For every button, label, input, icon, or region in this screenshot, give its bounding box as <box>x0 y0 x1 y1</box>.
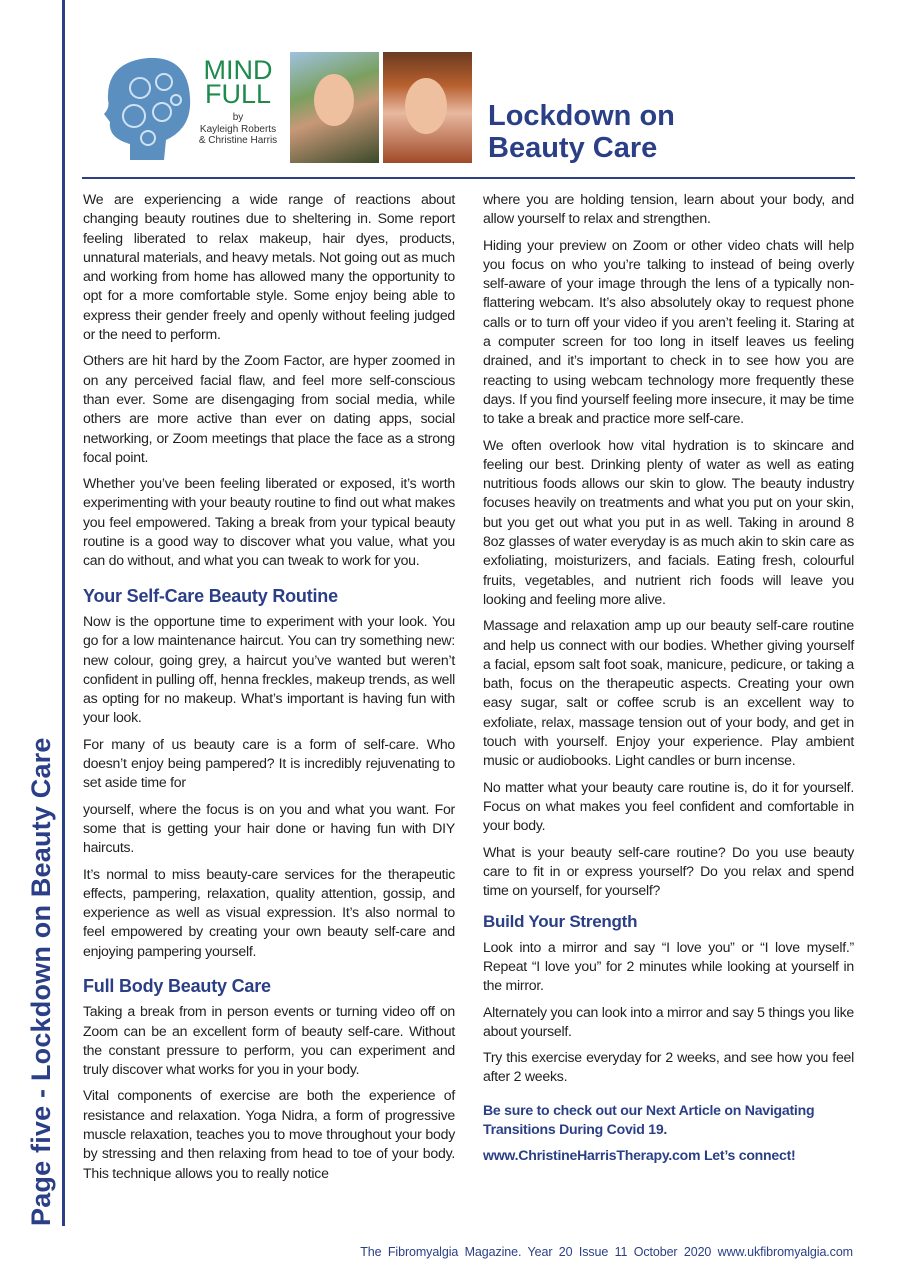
title-line-2: Beauty Care <box>488 132 658 164</box>
header-rule <box>82 177 855 179</box>
article-title <box>488 100 675 164</box>
page-footer: The Fibromyalgia Magazine. Year 20 Issue 11 October 2020 www.ukfibromyalgia.com <box>360 1245 853 1259</box>
byline: by <box>232 112 244 123</box>
gear-head-logo-icon <box>100 52 192 164</box>
mind-full-brand <box>193 55 283 146</box>
paragraph: For many of us beauty care is a form of self-care. Who doesn’t enjoy being pampered? It is incredibly rejuvenating to set aside time for <box>83 735 455 791</box>
author-photo-kayleigh <box>290 52 379 163</box>
paragraph: where you are holding tension, learn about your body, and allow yourself to relax and strengthen. <box>483 191 854 227</box>
paragraph: Try this exercise everyday for 2 weeks, and see how you feel after 2 weeks. <box>483 1049 854 1085</box>
author-photo-christine <box>383 52 472 163</box>
paragraph: It’s normal to miss beauty-care services for the therapeutic effects, pampering, relaxation, quality attention, gossip, and experience as well as visual expression. It’s also normal to feel empowered by creating your own beauty self-care and enjoying pampering yourself. <box>83 865 455 959</box>
vertical-rule <box>62 0 65 1226</box>
paragraph: We are experiencing a wide range of reactions about changing beauty routines due to sheltering in. Some report feeling liberated to relax makeup, hair dyes, products, unnatural materials, and heavy metals. Not going out as much and working from home has allowed many the opportunity to opt for a more comfortable style. Some enjoy being able to express their gender freely and openly without feeling judged or the need to perform. <box>83 191 456 343</box>
paragraph: Look into a mirror and say “I love you” or “I love myself.” Repeat “I love you” for 2 minutes while looking at yourself in the mirror. <box>483 938 854 994</box>
section-heading: Your Self-Care Beauty Routine <box>83 585 338 606</box>
left-column <box>83 190 455 1190</box>
paragraph: Taking a break from in person events or turning video off on Zoom can be an excellent form of beauty self-care. Without the constant pressure to perform, you can experiment and truly discover what works for you in your body. <box>83 1003 455 1078</box>
author-2: & Christine Harris <box>198 135 278 146</box>
right-column <box>483 190 854 1173</box>
paragraph: What is your beauty self-care routine? Do you use beauty care to fit in or express yourself? Do you relax and spend time on yourself, for yourself? <box>483 843 854 899</box>
paragraph: Vital components of exercise are both the experience of resistance and relaxation. Yoga Nidra, a form of progressive muscle relaxation, teaches you to move throughout your body by stressing and then relaxing from head to toe of your body. This technique allows you to really notice <box>83 1087 455 1181</box>
brand-line-1: MIND <box>203 55 273 85</box>
brand-line-2: FULL <box>204 79 272 109</box>
paragraph: Whether you’ve been feeling liberated or exposed, it’s worth experimenting with your beauty routine to find out what makes you feel empowered. Taking a break from your typical beauty routine is a good way to discover what you value, what you can do without, and what you can tweak to work for you. <box>83 475 455 569</box>
paragraph: We often overlook how vital hydration is to skincare and feeling our best. Drinking plenty of water as well as eating nutritious foods allows our skin to glow. The beauty industry focuses heavily on treatments and what you put on your skin, but you get out what you put in as well. Taking in around 8 8oz glasses of water everyday is as much akin to skin care as exfoliating, moisturizers, and facials. Eating fresh, colourful fruits, vegetables, and nutrient rich foods will leave you looking and feeling more alive. <box>483 436 854 607</box>
next-article-callout: Be sure to check out our Next Article on Navigating Transitions During Covid 19. <box>483 1101 815 1138</box>
section-heading: Build Your Strength <box>483 912 638 932</box>
website-link[interactable]: www.ChristineHarrisTherapy.com Let’s connect! <box>483 1147 796 1164</box>
paragraph: No matter what your beauty care routine is, do it for yourself. Focus on what makes you feel confident and comfortable in your body. <box>483 778 854 834</box>
paragraph: Alternately you can look into a mirror and say 5 things you like about yourself. <box>483 1003 854 1039</box>
paragraph: Others are hit hard by the Zoom Factor, are hyper zoomed in on any perceived facial flaw, and feel more self-conscious than ever. Some are disengaging from social media, while others are more active than ever on dating apps, social networking, or Zoom meetings that place the face as a strong focal point. <box>83 352 455 465</box>
paragraph: Massage and relaxation amp up our beauty self-care routine and help us connect with our bodies. Whether giving yourself a facial, epsom salt foot soak, manicure, pedicure, or taking a bath, focus on the therapeutic aspects. Creating your own easy sugar, salt or coffee scrub is an excellent way to exfoliate, relax, massage tension out of your body, and get in touch with yourself. Enjoy your experience. Play ambient music or audiobooks. Light candles or burn incense. <box>483 617 854 769</box>
paragraph: yourself, where the focus is on you and what you want. For some that is getting your hair done or having fun with DIY haircuts. <box>83 800 455 856</box>
side-label: Page five - Lockdown on Beauty Care <box>26 737 56 1226</box>
section-heading: Full Body Beauty Care <box>83 975 271 996</box>
author-1: Kayleigh Roberts <box>199 124 277 135</box>
title-line-1: Lockdown on <box>488 100 675 132</box>
paragraph: Hiding your preview on Zoom or other video chats will help you focus on who you’re talking to instead of being overly self-aware of your image through the lens of a typically non-flattering webcam. It’s also absolutely okay to request phone calls or to turn off your video if you aren’t feeling it. Staring at a computer screen for too long in itself leaves us feeling drained, and it’s important to check in to see how you are reacting to using webcam technology more frequently these days. If you find yourself feeling more insecure, it may be time to take a break and practice more self-care. <box>483 236 854 427</box>
paragraph: Now is the opportune time to experiment with your look. You go for a low maintenance haircut. You can try something new: new colour, going grey, a haircut you’ve wanted but weren’t confident in pulling off, henna freckles, makeup trends, as well as opting for no makeup. What’s important is having fun with your look. <box>83 612 455 726</box>
